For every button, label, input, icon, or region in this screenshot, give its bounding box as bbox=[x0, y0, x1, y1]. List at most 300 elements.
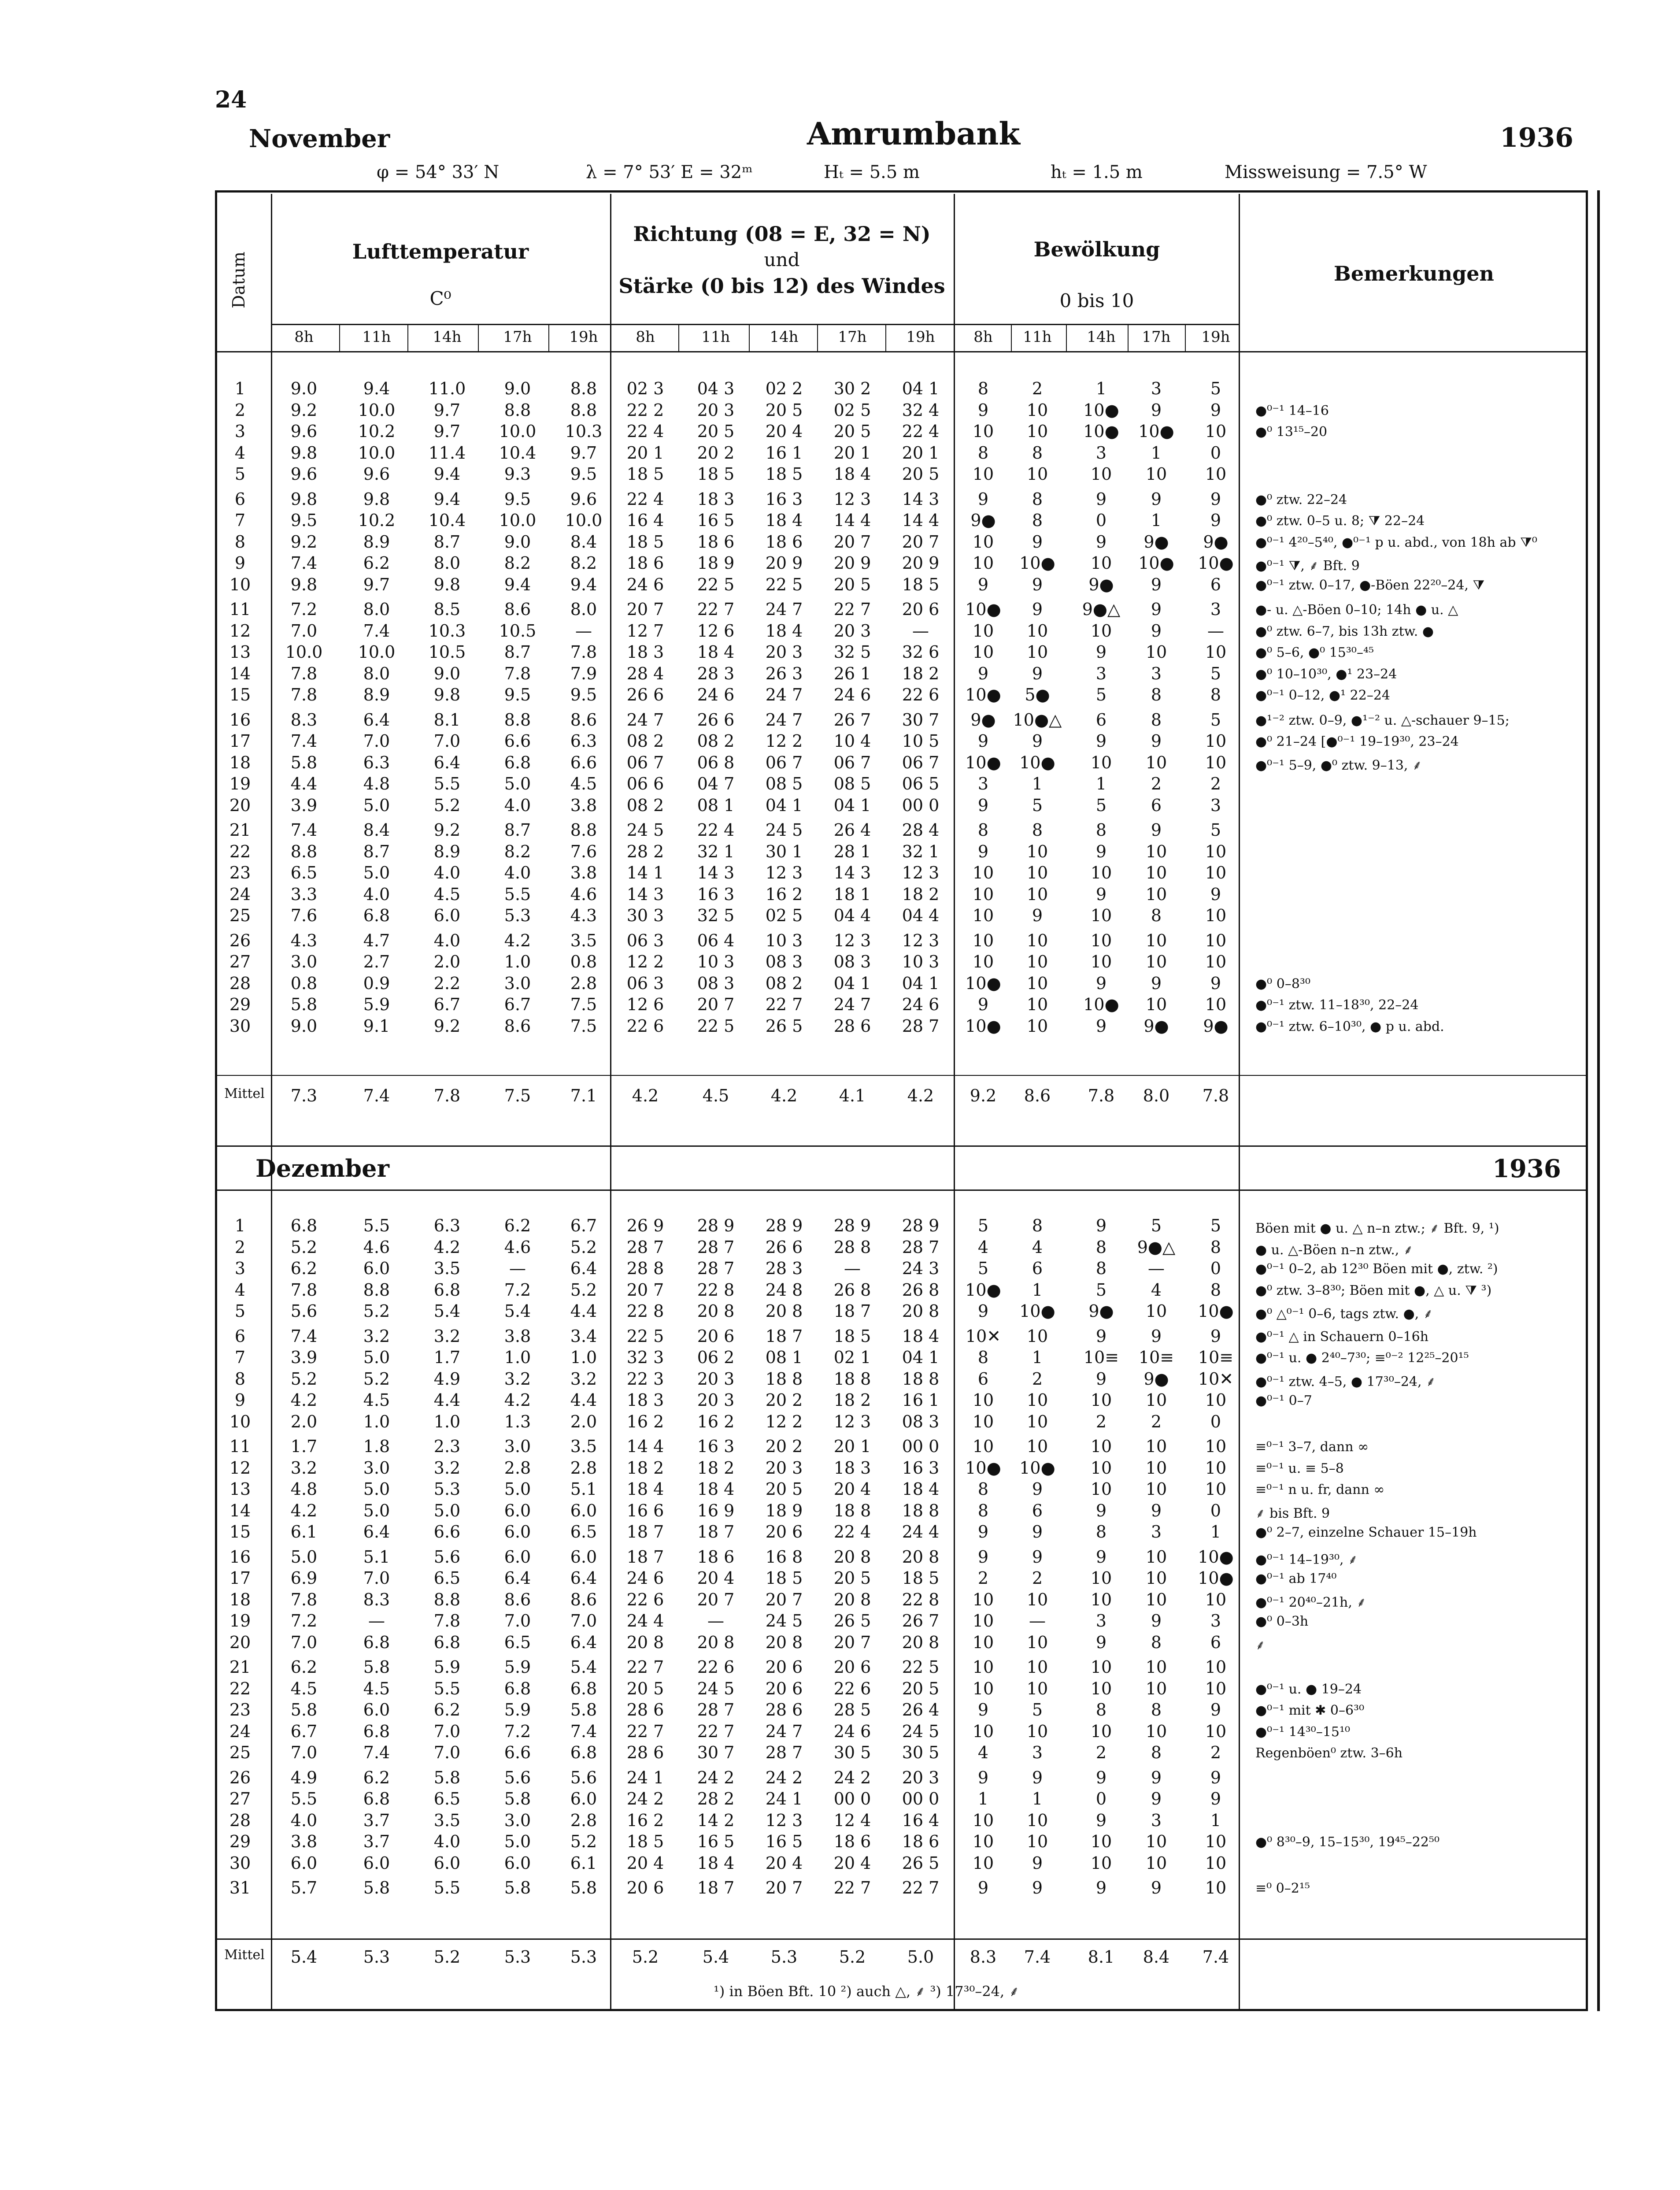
wind-cell: 06 8 bbox=[697, 752, 735, 772]
remark-cell: ●⁰ 2–7, einzelne Schauer 15–19h bbox=[1255, 1525, 1477, 1540]
datum-header: Datum bbox=[229, 252, 248, 308]
temperature-cell: 2.8 bbox=[570, 1458, 597, 1478]
wind-cell: 06 7 bbox=[765, 752, 803, 772]
temperature-cell: 9.5 bbox=[504, 489, 531, 509]
wind-cell: 30 2 bbox=[833, 379, 871, 398]
cloud-cell: 10● bbox=[1083, 422, 1119, 441]
wind-hour-label: 17h bbox=[838, 328, 867, 346]
temperature-cell: 5.0 bbox=[290, 1547, 318, 1567]
temperature-cell: 5.1 bbox=[363, 1547, 390, 1567]
remark-cell: ●⁰⁻¹ 14–16 bbox=[1255, 403, 1329, 419]
temperature-cell: 5.2 bbox=[570, 1237, 597, 1257]
cloud-cell: 10 bbox=[972, 1679, 994, 1698]
temperature-cell: 4.2 bbox=[433, 1237, 461, 1257]
cloud-cell: 10● bbox=[965, 685, 1001, 704]
temperature-cell: 5.9 bbox=[504, 1700, 531, 1719]
temperature-cell: 8.8 bbox=[433, 1590, 461, 1609]
cloud-cell: 10 bbox=[1026, 1679, 1048, 1698]
cloud-cell: 8 bbox=[977, 820, 989, 840]
wind-cell: 18 7 bbox=[697, 1522, 735, 1542]
temperature-cell: 9.3 bbox=[504, 464, 531, 484]
wind-cell: 28 4 bbox=[902, 820, 940, 840]
cloud-mean: 8.1 bbox=[1088, 1947, 1115, 1967]
temperature-cell: 9.0 bbox=[504, 379, 531, 398]
temperature-cell: 5.8 bbox=[290, 1700, 318, 1719]
wind-cell: 18 5 bbox=[697, 464, 735, 484]
day-number: 27 bbox=[229, 1789, 251, 1808]
temperature-cell: 9.5 bbox=[570, 685, 597, 704]
temperature-cell: 6.8 bbox=[363, 906, 390, 925]
wind-cell: 10 4 bbox=[833, 731, 871, 751]
cloud-cell: 9● bbox=[1088, 574, 1114, 594]
wind-cell: 24 1 bbox=[626, 1768, 664, 1787]
wind-mean: 4.2 bbox=[632, 1086, 659, 1105]
temperature-cell: 5.7 bbox=[290, 1878, 318, 1897]
wind-cell: 24 2 bbox=[697, 1768, 735, 1787]
cloud-cell: 9 bbox=[1210, 489, 1221, 509]
temperature-cell: 9.6 bbox=[290, 464, 318, 484]
wind-cell: 26 3 bbox=[765, 663, 803, 683]
wind-cell: 18 6 bbox=[765, 532, 803, 552]
cloud-cell: 9 bbox=[1151, 1501, 1162, 1520]
cloud-cell: 9 bbox=[1032, 906, 1043, 925]
temperature-cell: 3.7 bbox=[363, 1810, 390, 1830]
temperature-cell: 6.4 bbox=[433, 752, 461, 772]
temperature-cell: 6.3 bbox=[433, 1216, 461, 1235]
wind-cell: 08 1 bbox=[697, 795, 735, 815]
cloud-mean: 7.4 bbox=[1202, 1947, 1229, 1967]
temperature-cell: 7.0 bbox=[363, 1568, 390, 1588]
wind-cell: 18 2 bbox=[902, 884, 940, 904]
cloud-cell: 10 bbox=[972, 1412, 994, 1431]
cloud-cell: 2 bbox=[1032, 1568, 1043, 1588]
temperature-cell: 5.6 bbox=[570, 1768, 597, 1787]
day-number: 17 bbox=[229, 731, 251, 751]
temperature-cell: 4.5 bbox=[290, 1679, 318, 1698]
remark-cell: ≡⁰⁻¹ 3–7, dann ∞ bbox=[1255, 1439, 1369, 1455]
cloud-cell: 10 bbox=[1205, 1437, 1227, 1456]
temperature-cell: 4.0 bbox=[433, 863, 461, 882]
cloud-cell: 9 bbox=[1095, 731, 1107, 751]
wind-cell: 18 6 bbox=[697, 1547, 735, 1567]
wind-cell: 14 3 bbox=[833, 863, 871, 882]
temperature-cell: 9.1 bbox=[363, 1016, 390, 1036]
wind-cell: 26 6 bbox=[626, 685, 664, 704]
cloud-cell: 10● bbox=[1019, 752, 1055, 772]
temperature-cell: 1.8 bbox=[363, 1437, 390, 1456]
temperature-cell: 7.0 bbox=[363, 731, 390, 751]
temperature-cell: 5.4 bbox=[504, 1301, 531, 1321]
wind-cell: 18 6 bbox=[833, 1832, 871, 1851]
wind-cell: 24 4 bbox=[626, 1611, 664, 1630]
temperature-cell: 5.8 bbox=[363, 1878, 390, 1897]
wind-cell: 28 7 bbox=[902, 1237, 940, 1257]
temperature-cell: 6.4 bbox=[570, 1259, 597, 1278]
temperature-mean: 5.3 bbox=[363, 1947, 390, 1967]
wind-cell: 26 1 bbox=[833, 663, 871, 683]
remark-cell: ≡⁰⁻¹ n u. fr, dann ∞ bbox=[1255, 1482, 1385, 1497]
temperature-cell: 10.0 bbox=[358, 642, 396, 662]
day-number: 23 bbox=[229, 1700, 251, 1719]
temperature-cell: 6.9 bbox=[290, 1568, 318, 1588]
wind-cell: 22 5 bbox=[765, 574, 803, 594]
wind-cell: 32 5 bbox=[697, 906, 735, 925]
temperature-cell: 5.6 bbox=[433, 1547, 461, 1567]
wind-cell: 16 3 bbox=[765, 489, 803, 509]
cloud-cell: 10 bbox=[1145, 1657, 1167, 1677]
wind-cell: 24 2 bbox=[765, 1768, 803, 1787]
wind-cell: 08 2 bbox=[626, 731, 664, 751]
temperature-cell: 0.8 bbox=[290, 973, 318, 993]
temperature-cell: 5.6 bbox=[290, 1301, 318, 1321]
temperature-cell: 10.2 bbox=[358, 422, 396, 441]
day-number: 30 bbox=[229, 1853, 251, 1873]
wind-cell: 06 2 bbox=[697, 1348, 735, 1367]
wind-cell: 18 4 bbox=[833, 464, 871, 484]
wind-cell: 20 5 bbox=[833, 574, 871, 594]
temperature-cell: 6.2 bbox=[433, 1700, 461, 1719]
temperature-cell: 2.8 bbox=[570, 973, 597, 993]
cloud-cell: 10 bbox=[1205, 752, 1227, 772]
cloud-cell: 10● bbox=[1198, 1547, 1234, 1567]
wind-cell: 18 8 bbox=[833, 1369, 871, 1389]
wind-cell: 24 7 bbox=[626, 710, 664, 730]
cloud-cell: 8 bbox=[1210, 1280, 1221, 1300]
cloud-cell: 9 bbox=[1032, 1547, 1043, 1567]
wind-cell: 12 3 bbox=[765, 1810, 803, 1830]
cloud-cell: 0 bbox=[1210, 443, 1221, 463]
cloud-cell: 9● bbox=[970, 710, 996, 730]
wind-cell: 14 4 bbox=[833, 511, 871, 530]
temperature-cell: 4.8 bbox=[290, 1479, 318, 1499]
cloud-cell: 5 bbox=[1032, 795, 1043, 815]
temperature-cell: 9.7 bbox=[363, 574, 390, 594]
december-title: Dezember bbox=[255, 1154, 389, 1182]
cloud-cell: 9 bbox=[1032, 1853, 1043, 1873]
temperature-cell: 2.2 bbox=[433, 973, 461, 993]
temperature-cell: 7.8 bbox=[290, 1280, 318, 1300]
wind-cell: 02 1 bbox=[833, 1348, 871, 1367]
temperature-mean: 7.4 bbox=[363, 1086, 390, 1105]
wind-cell: 14 3 bbox=[697, 863, 735, 882]
cloud-cell: 9 bbox=[1210, 1326, 1221, 1346]
temperature-cell: 2.7 bbox=[363, 952, 390, 971]
cloud-cell: 10 bbox=[1026, 863, 1048, 882]
mittel-label: Mittel bbox=[224, 1947, 265, 1963]
cloud-cell: 1 bbox=[1032, 1789, 1043, 1808]
wind-cell: 20 6 bbox=[765, 1657, 803, 1677]
temperature-cell: 1.0 bbox=[504, 952, 531, 971]
wind-cell: 12 3 bbox=[833, 930, 871, 950]
cloud-cell: 10● bbox=[1198, 1568, 1234, 1588]
day-number: 29 bbox=[229, 995, 251, 1014]
cloud-cell: 10 bbox=[1145, 952, 1167, 971]
cloud-cell: 10 bbox=[1145, 884, 1167, 904]
cloud-cell: 5 bbox=[977, 1216, 989, 1235]
cloud-cell: 9 bbox=[1095, 1326, 1107, 1346]
temperature-mean: 5.3 bbox=[504, 1947, 531, 1967]
wind-cell: 20 7 bbox=[765, 1590, 803, 1609]
wind-cell: 28 7 bbox=[626, 1237, 664, 1257]
wind-cell: 20 8 bbox=[697, 1301, 735, 1321]
wind-cell: 22 7 bbox=[902, 1878, 940, 1897]
temperature-cell: 6.2 bbox=[290, 1259, 318, 1278]
temperature-cell: 3.8 bbox=[504, 1326, 531, 1346]
wind-cell: 22 7 bbox=[833, 600, 871, 619]
wind-cell: 22 7 bbox=[626, 1657, 664, 1677]
wind-cell: 06 7 bbox=[833, 752, 871, 772]
cloud-cell: 10 bbox=[1145, 1437, 1167, 1456]
cloud-cell: 10● bbox=[1083, 995, 1119, 1014]
temperature-cell: 2.0 bbox=[290, 1412, 318, 1431]
cloud-cell: 9 bbox=[1032, 600, 1043, 619]
temperature-cell: 11.4 bbox=[428, 443, 466, 463]
cloud-cell: 1 bbox=[1151, 443, 1162, 463]
december-year: 1936 bbox=[1492, 1154, 1561, 1183]
wind-cell: 06 7 bbox=[626, 752, 664, 772]
temperature-mean: 7.1 bbox=[570, 1086, 597, 1105]
page-number: 24 bbox=[215, 86, 247, 113]
cloud-cell: 10 bbox=[1145, 995, 1167, 1014]
temperature-cell: 7.4 bbox=[290, 1326, 318, 1346]
wind-cell: 28 9 bbox=[902, 1216, 940, 1235]
remark-cell: ●⁰⁻¹ 14–19³⁰, ⸙ bbox=[1255, 1552, 1358, 1567]
wind-cell: 18 9 bbox=[697, 553, 735, 573]
temperature-cell: 3.5 bbox=[570, 1437, 597, 1456]
cloud-cell: 10 bbox=[1090, 1590, 1112, 1609]
cloud-cell: 10 bbox=[1090, 930, 1112, 950]
temperature-cell: 7.8 bbox=[290, 663, 318, 683]
cloud-cell: 10 bbox=[1205, 1679, 1227, 1698]
temperature-cell: 6.8 bbox=[433, 1280, 461, 1300]
temperature-cell: — bbox=[509, 1259, 526, 1278]
cloud-mean: 8.0 bbox=[1143, 1086, 1170, 1105]
wind-header-line-1: Richtung (08 = E, 32 = N) bbox=[633, 222, 931, 246]
remark-cell: ●⁰ 13¹⁵–20 bbox=[1255, 424, 1328, 440]
cloud-cell: 10 bbox=[972, 1657, 994, 1677]
cloud-cell: 10 bbox=[1205, 1458, 1227, 1478]
cloud-cell: 3 bbox=[1151, 1810, 1162, 1830]
wind-cell: 24 7 bbox=[833, 995, 871, 1014]
temperature-cell: 3.4 bbox=[570, 1326, 597, 1346]
temperature-cell: 6.0 bbox=[363, 1700, 390, 1719]
cloud-cell: 0 bbox=[1210, 1412, 1221, 1431]
temperature-cell: 8.4 bbox=[570, 532, 597, 552]
cloud-cell: 10● bbox=[965, 752, 1001, 772]
temperature-cell: 7.0 bbox=[290, 1632, 318, 1652]
cloud-cell: 10 bbox=[1026, 642, 1048, 662]
cloud-cell: 9 bbox=[1095, 884, 1107, 904]
wind-cell: 12 3 bbox=[765, 863, 803, 882]
station-title: Amrumbank bbox=[807, 115, 1020, 152]
temperature-cell: 5.0 bbox=[504, 1832, 531, 1851]
cloud-cell: 9 bbox=[1151, 1768, 1162, 1787]
cloud-mean: 7.8 bbox=[1202, 1086, 1229, 1105]
temperature-cell: 6.0 bbox=[504, 1853, 531, 1873]
cloud-cell: 8 bbox=[1151, 906, 1162, 925]
cloud-cell: 3 bbox=[1151, 663, 1162, 683]
thermometer-height-label: hₜ = 1.5 m bbox=[1051, 162, 1143, 182]
wind-cell: 18 3 bbox=[833, 1458, 871, 1478]
temperature-cell: 0.9 bbox=[363, 973, 390, 993]
wind-cell: 20 5 bbox=[902, 464, 940, 484]
temperature-cell: 10.0 bbox=[285, 642, 323, 662]
wind-cell: 18 3 bbox=[626, 642, 664, 662]
cloud-cell: 10 bbox=[1205, 1590, 1227, 1609]
temperature-cell: 6.8 bbox=[504, 1679, 531, 1698]
temperature-cell: 5.3 bbox=[433, 1479, 461, 1499]
wind-cell: 20 6 bbox=[697, 1326, 735, 1346]
temperature-cell: 9.8 bbox=[290, 574, 318, 594]
wind-cell: 26 4 bbox=[833, 820, 871, 840]
cloud-cell: 10 bbox=[1205, 1479, 1227, 1499]
temperature-cell: 6.7 bbox=[570, 1216, 597, 1235]
year-title: 1936 bbox=[1500, 122, 1573, 153]
cloud-cell: 9●△ bbox=[1137, 1237, 1176, 1257]
wind-cell: 28 3 bbox=[765, 1259, 803, 1278]
temperature-cell: 9.8 bbox=[433, 685, 461, 704]
temperature-cell: 9.7 bbox=[433, 400, 461, 420]
wind-cell: 08 5 bbox=[833, 774, 871, 793]
wind-cell: 20 7 bbox=[697, 995, 735, 1014]
wind-cell: 20 4 bbox=[833, 1853, 871, 1873]
wind-cell: 28 8 bbox=[626, 1259, 664, 1278]
temperature-cell: 5.5 bbox=[433, 1679, 461, 1698]
temperature-cell: 6.5 bbox=[433, 1568, 461, 1588]
cloud-cell: 9 bbox=[1095, 1216, 1107, 1235]
cloud-cell: 10 bbox=[1090, 1679, 1112, 1698]
remark-cell: ●⁰⁻¹ ztw. 11–18³⁰, 22–24 bbox=[1255, 997, 1419, 1013]
cloud-cell: 10 bbox=[1145, 752, 1167, 772]
cloud-cell: 10 bbox=[1145, 1301, 1167, 1321]
cloud-cell: 10 bbox=[1026, 952, 1048, 971]
wind-hour-label: 14h bbox=[770, 328, 799, 346]
temperature-cell: 4.2 bbox=[290, 1501, 318, 1520]
wind-cell: 30 5 bbox=[833, 1743, 871, 1762]
temperature-cell: 5.3 bbox=[504, 906, 531, 925]
day-number: 31 bbox=[229, 1878, 251, 1897]
day-number: 14 bbox=[229, 663, 251, 683]
wind-cell: 16 3 bbox=[697, 1437, 735, 1456]
cloud-cell: 10 bbox=[972, 863, 994, 882]
temperature-cell: 10.5 bbox=[428, 642, 466, 662]
wind-cell: 04 1 bbox=[765, 795, 803, 815]
temperature-cell: 8.8 bbox=[504, 400, 531, 420]
wind-cell: 08 1 bbox=[765, 1348, 803, 1367]
wind-cell: 24 7 bbox=[765, 710, 803, 730]
cloud-cell: 10 bbox=[1145, 1568, 1167, 1588]
cloud-cell: — bbox=[1207, 621, 1224, 641]
temperature-cell: 9.2 bbox=[433, 820, 461, 840]
temperature-cell: 3.5 bbox=[570, 930, 597, 950]
temperature-cell: 6.8 bbox=[363, 1721, 390, 1741]
cloud-cell: 9 bbox=[977, 1301, 989, 1321]
temperature-cell: 9.0 bbox=[433, 663, 461, 683]
wind-cell: 08 2 bbox=[626, 795, 664, 815]
temperature-cell: 6.3 bbox=[570, 731, 597, 751]
day-number: 21 bbox=[229, 820, 251, 840]
wind-cell: 22 6 bbox=[697, 1657, 735, 1677]
wind-cell: 16 2 bbox=[697, 1412, 735, 1431]
wind-cell: 12 6 bbox=[626, 995, 664, 1014]
day-number: 13 bbox=[229, 642, 251, 662]
wind-cell: 12 6 bbox=[697, 621, 735, 641]
cloud-cell: 10● bbox=[1019, 1301, 1055, 1321]
wind-cell: 20 8 bbox=[902, 1632, 940, 1652]
wind-cell: 18 4 bbox=[765, 511, 803, 530]
cloud-cell: 10 bbox=[972, 906, 994, 925]
temperature-cell: 5.8 bbox=[570, 1878, 597, 1897]
temperature-cell: 3.8 bbox=[290, 1832, 318, 1851]
wind-cell: 18 5 bbox=[626, 532, 664, 552]
cloud-cell: 9 bbox=[977, 1878, 989, 1897]
temperature-cell: 8.7 bbox=[433, 532, 461, 552]
cloud-unit: 0 bis 10 bbox=[1059, 290, 1134, 311]
wind-cell: 20 1 bbox=[902, 443, 940, 463]
cloud-cell: 10≡ bbox=[1198, 1348, 1234, 1367]
temperature-cell: 8.3 bbox=[363, 1590, 390, 1609]
temperature-cell: 7.8 bbox=[570, 642, 597, 662]
temperature-cell: 9.5 bbox=[570, 464, 597, 484]
temperature-cell: 8.9 bbox=[433, 841, 461, 861]
cloud-cell: 10 bbox=[1205, 995, 1227, 1014]
wind-cell: 22 6 bbox=[626, 1590, 664, 1609]
cloud-cell: 8 bbox=[1151, 685, 1162, 704]
temperature-cell: 6.4 bbox=[363, 1522, 390, 1542]
temperature-cell: 3.9 bbox=[290, 795, 318, 815]
cloud-cell: 10 bbox=[1145, 1547, 1167, 1567]
temp-hour-label: 17h bbox=[503, 328, 532, 346]
remark-cell: ●⁰⁻¹ u. ● 2⁴⁰–7³⁰; ≡⁰⁻² 12²⁵–20¹⁵ bbox=[1255, 1350, 1469, 1366]
remark-cell: ●- u. △-Böen 0–10; 14h ● u. △ bbox=[1255, 602, 1458, 618]
temperature-cell: 9.2 bbox=[433, 1016, 461, 1036]
wind-cell: 24 5 bbox=[765, 1611, 803, 1630]
cloud-cell: 10 bbox=[1145, 863, 1167, 882]
wind-cell: 28 5 bbox=[833, 1700, 871, 1719]
hour-subdivider bbox=[885, 324, 886, 351]
remark-cell: ●⁰ ztw. 3–8³⁰; Böen mit ●, △ u. ⧩ ³) bbox=[1255, 1282, 1492, 1298]
temperature-cell: 10.0 bbox=[499, 511, 537, 530]
wind-cell: 16 5 bbox=[697, 1832, 735, 1851]
temperature-cell: 10.0 bbox=[499, 422, 537, 441]
cloud-cell: 10 bbox=[1026, 1016, 1048, 1036]
cloud-mean: 8.3 bbox=[970, 1947, 997, 1967]
hour-subdivider bbox=[749, 324, 750, 351]
day-number: 26 bbox=[229, 1768, 251, 1787]
wind-cell: 22 7 bbox=[833, 1878, 871, 1897]
cloud-cell: 10 bbox=[1145, 1479, 1167, 1499]
day-number: 20 bbox=[229, 1632, 251, 1652]
wind-cell: 18 1 bbox=[833, 884, 871, 904]
wind-cell: 32 6 bbox=[902, 642, 940, 662]
temperature-cell: 5.0 bbox=[363, 1501, 390, 1520]
remark-cell: ●⁰⁻¹ ztw. 4–5, ● 17³⁰–24, ⸙ bbox=[1255, 1374, 1436, 1390]
temperature-cell: 5.5 bbox=[504, 884, 531, 904]
cloud-cell: 6 bbox=[1210, 1632, 1221, 1652]
cloud-cell: 5 bbox=[1095, 1280, 1107, 1300]
cloud-cell: 6 bbox=[1151, 795, 1162, 815]
cloud-cell: 10● bbox=[1138, 553, 1174, 573]
cloud-cell: 2 bbox=[977, 1568, 989, 1588]
cloud-cell: 10≡ bbox=[1138, 1348, 1174, 1367]
cloud-cell: 9● bbox=[1088, 1301, 1114, 1321]
wind-cell: 18 5 bbox=[833, 1326, 871, 1346]
temperature-mean: 7.8 bbox=[433, 1086, 461, 1105]
temperature-cell: 10.0 bbox=[358, 400, 396, 420]
wind-cell: 20 3 bbox=[697, 400, 735, 420]
cloud-cell: 10 bbox=[1026, 995, 1048, 1014]
temperature-cell: 6.0 bbox=[570, 1547, 597, 1567]
